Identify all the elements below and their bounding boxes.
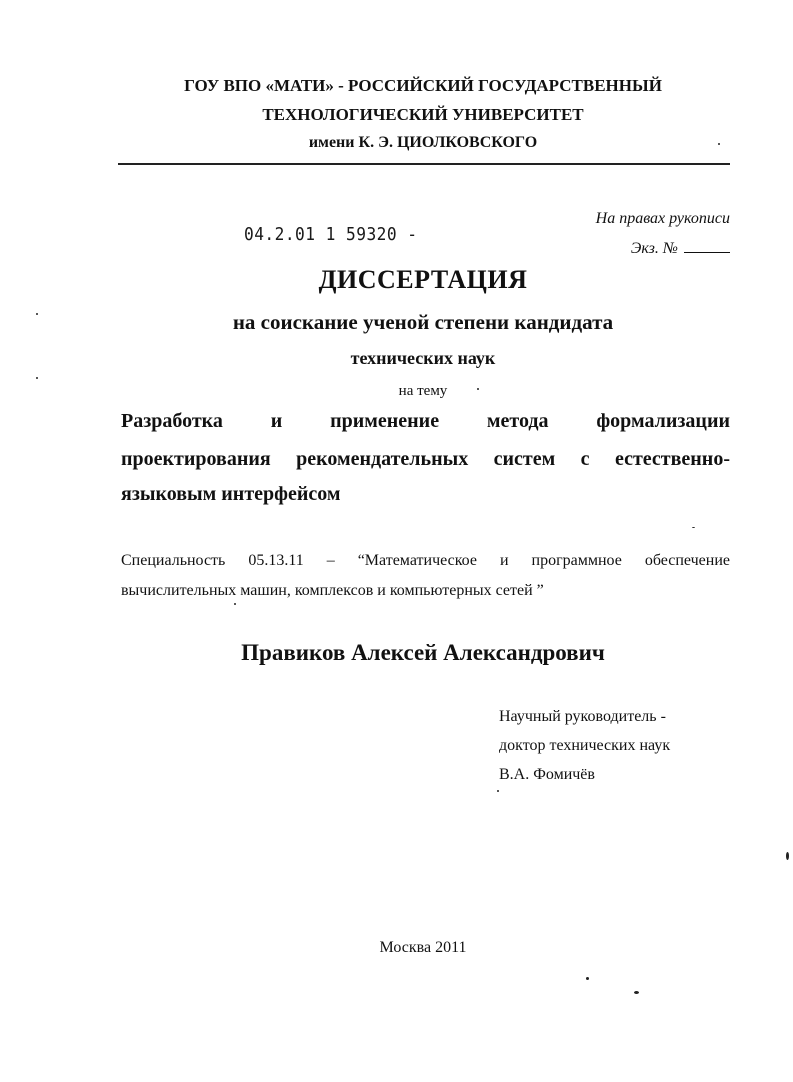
degree-subtitle: на соискание ученой степени кандидата — [232, 310, 614, 334]
topic-line-3: языковым интерфейсом — [121, 483, 341, 505]
scan-speck — [497, 790, 499, 792]
copy-number — [631, 240, 730, 258]
scan-speck — [36, 313, 38, 315]
organization-line-1: ГОУ ВПО «МАТИ» - РОССИЙСКИЙ ГОСУДАРСТВЕННЫЙ — [184, 76, 662, 95]
specialty-line-2: вычислительных машин, комплексов и компьютерных сетей ” — [121, 582, 544, 599]
copy-number-label: Экз. № — [630, 240, 678, 257]
supervisor-degree: доктор технических наук — [499, 737, 671, 754]
rights-note: На правах рукописи — [595, 210, 730, 227]
scan-speck — [234, 603, 236, 605]
header-divider — [118, 163, 730, 165]
organization-line-3: имени К. Э. ЦИОЛКОВСКОГО — [308, 134, 538, 151]
organization-line-2: ТЕХНОЛОГИЧЕСКИЙ УНИВЕРСИТЕТ — [262, 105, 584, 124]
specialty-line-1: Специальность 05.13.11 – “Математическое и программное обеспечение — [121, 552, 730, 569]
scan-speck — [477, 388, 479, 390]
scan-speck — [634, 991, 639, 994]
scan-speck — [586, 977, 589, 980]
catalog-number-stamp: 04.2.01 1 59320 - — [244, 224, 418, 245]
supervisor-role: Научный руководитель - — [499, 708, 666, 725]
copy-number-blank — [684, 240, 730, 253]
scan-speck — [36, 377, 38, 379]
scan-speck — [692, 527, 695, 528]
city-year: Москва 2011 — [379, 939, 467, 956]
scan-speck — [718, 143, 720, 145]
science-field: технических наук — [350, 348, 496, 368]
author-name: Правиков Алексей Александрович — [241, 640, 605, 665]
scan-speck — [786, 852, 789, 860]
topic-line-2: проектирования рекомендательных систем с естественно- — [121, 448, 730, 470]
supervisor-name: В.А. Фомичёв — [499, 766, 595, 783]
document-title: ДИССЕРТАЦИЯ — [318, 265, 528, 294]
topic-label: на тему — [398, 383, 448, 399]
topic-line-1: Разработка и применение метода формализации — [121, 410, 730, 432]
